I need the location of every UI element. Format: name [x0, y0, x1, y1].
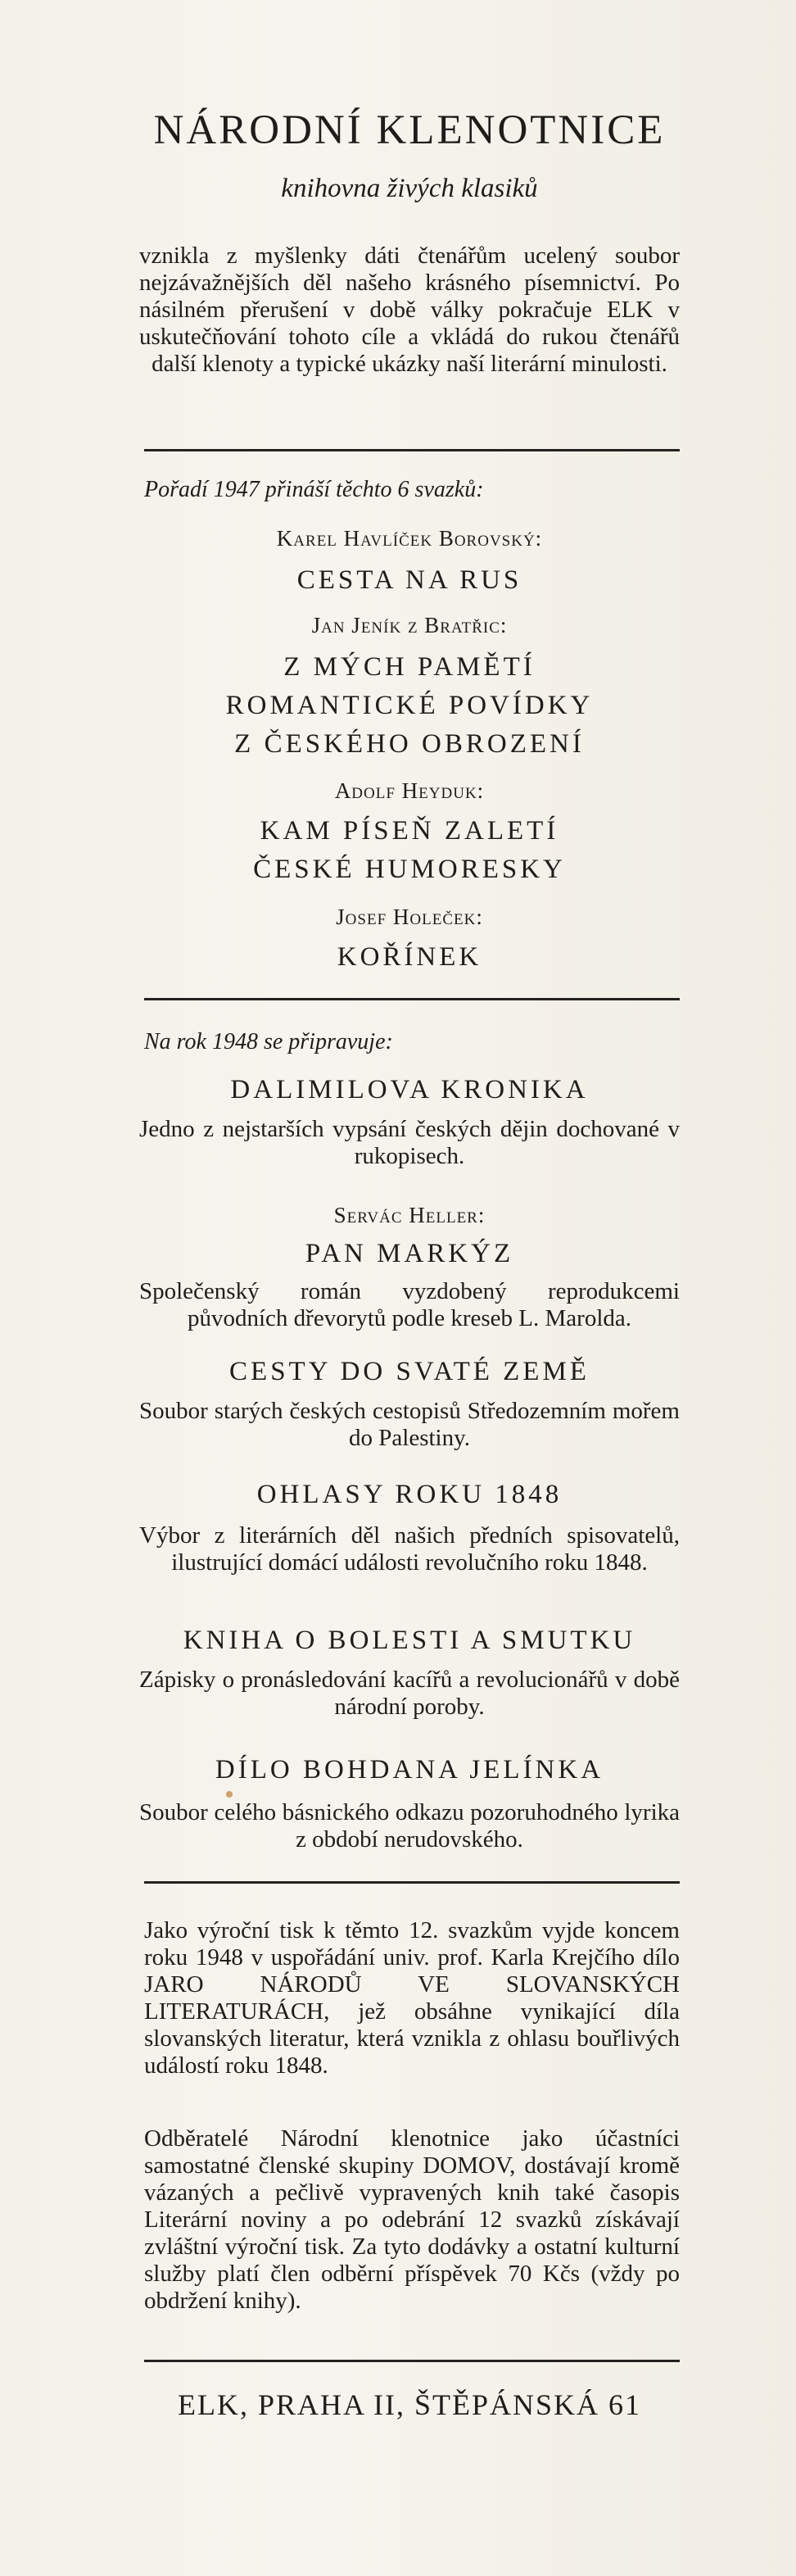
book-cesty-do-svate-zeme: CESTY DO SVATÉ ZEMĚ — [229, 1357, 590, 1386]
divider-2 — [144, 998, 680, 1000]
divider-1 — [144, 449, 680, 451]
desc-ohlasy-roku-1848: Výbor z literárních děl našich předních spisovatelů, ilustrující domácí události revolučního roku 1848. — [139, 1522, 680, 1576]
desc-cesty-do-svate-zeme: Soubor starých českých cestopisů Středozemním mořem do Palestiny. — [139, 1398, 680, 1451]
book-dilo-bohdana-jelinka: DÍLO BOHDANA JELÍNKA — [215, 1755, 604, 1785]
author-heyduk: Adolf Heyduk: — [334, 778, 485, 803]
book-ceske-humoresky: ČESKÉ HUMORESKY — [253, 855, 566, 884]
book-romanticke-povidky: ROMANTICKÉ POVÍDKY — [225, 691, 594, 720]
series-title: NÁRODNÍ KLENOTNICE — [153, 107, 666, 153]
book-kam-pisen-zaleti: KAM PÍSEŇ ZALETÍ — [260, 816, 559, 846]
author-heller: Servác Heller: — [333, 1203, 486, 1227]
book-kniha-o-bolesti: KNIHA O BOLESTI A SMUTKU — [183, 1626, 636, 1655]
series-intro: vznikla z myšlenky dáti čtenářům ucelený soubor nejzávažnějších děl našeho krásného písemnictví. Po násilném přerušení v době války pokračuje ELK v uskutečňování tohoto cíle a vkládá do rukou čtenářů další klenoty a typické ukázky naší literární minulosti. — [139, 243, 680, 377]
paper-stain — [226, 1791, 233, 1798]
author-holecek: Josef Holeček: — [336, 905, 483, 929]
desc-dilo-bohdana-jelinka: Soubor celého básnického odkazu pozoruhodného lyrika z období nerudovského. — [139, 1799, 680, 1853]
book-z-ceskeho-obrozeni: Z ČESKÉHO OBROZENÍ — [234, 729, 585, 759]
section-1948-label: Na rok 1948 se připravuje: — [144, 1029, 393, 1054]
book-korinek: KOŘÍNEK — [337, 942, 482, 972]
book-ohlasy-roku-1848: OHLASY ROKU 1848 — [256, 1480, 563, 1509]
book-pan-markyz: PAN MARKÝZ — [305, 1239, 514, 1268]
note-annual-print: Jako výroční tisk k těmto 12. svazkům vyjde koncem roku 1948 v uspořádání univ. prof. Karla Krejčího dílo JARO NÁRODŮ VE SLOVANSKÝCH LITERATURÁCH, jež obsáhne vynikající díla slovanských literatur, která vznikla z ohlasu bouřlivých událostí roku 1848. — [144, 1917, 680, 2079]
publisher-address: ELK, PRAHA II, ŠTĚPÁNSKÁ 61 — [177, 2388, 642, 2421]
desc-pan-markyz: Společenský román vyzdobený reprodukcemi původních dřevorytů podle kreseb L. Marolda. — [139, 1278, 680, 1331]
divider-4 — [144, 2360, 680, 2362]
divider-3 — [144, 1881, 680, 1884]
note-membership: Odběratelé Národní klenotnice jako účastníci samostatné členské skupiny DOMOV, dostávají kromě vázaných a pečlivě vypravených knih také časopis Literární noviny a po odebrání 12 svazků získávají zvláštní výroční tisk. Za tyto dodávky a ostatní kulturní služby platí člen odběrní příspěvek 70 Kčs (vždy po obdržení knihy). — [144, 2125, 680, 2314]
book-cesta-na-rus: CESTA NA RUS — [296, 565, 522, 595]
section-1947-label: Pořadí 1947 přináší těchto 6 svazků: — [144, 477, 484, 502]
author-havlicek: Karel Havlíček Borovský: — [276, 526, 543, 551]
book-z-mych-pameti: Z MÝCH PAMĚTÍ — [283, 652, 536, 682]
desc-kniha-o-bolesti: Zápisky o pronásledování kacířů a revolucionářů v době národní poroby. — [139, 1667, 680, 1720]
series-subtitle: knihovna živých klasiků — [281, 174, 538, 203]
desc-dalimilova-kronika: Jedno z nejstarších vypsání českých dějin dochované v rukopisech. — [139, 1116, 680, 1169]
book-dalimilova-kronika: DALIMILOVA KRONIKA — [230, 1075, 589, 1104]
author-jenik: Jan Jeník z Bratřic: — [311, 613, 508, 637]
